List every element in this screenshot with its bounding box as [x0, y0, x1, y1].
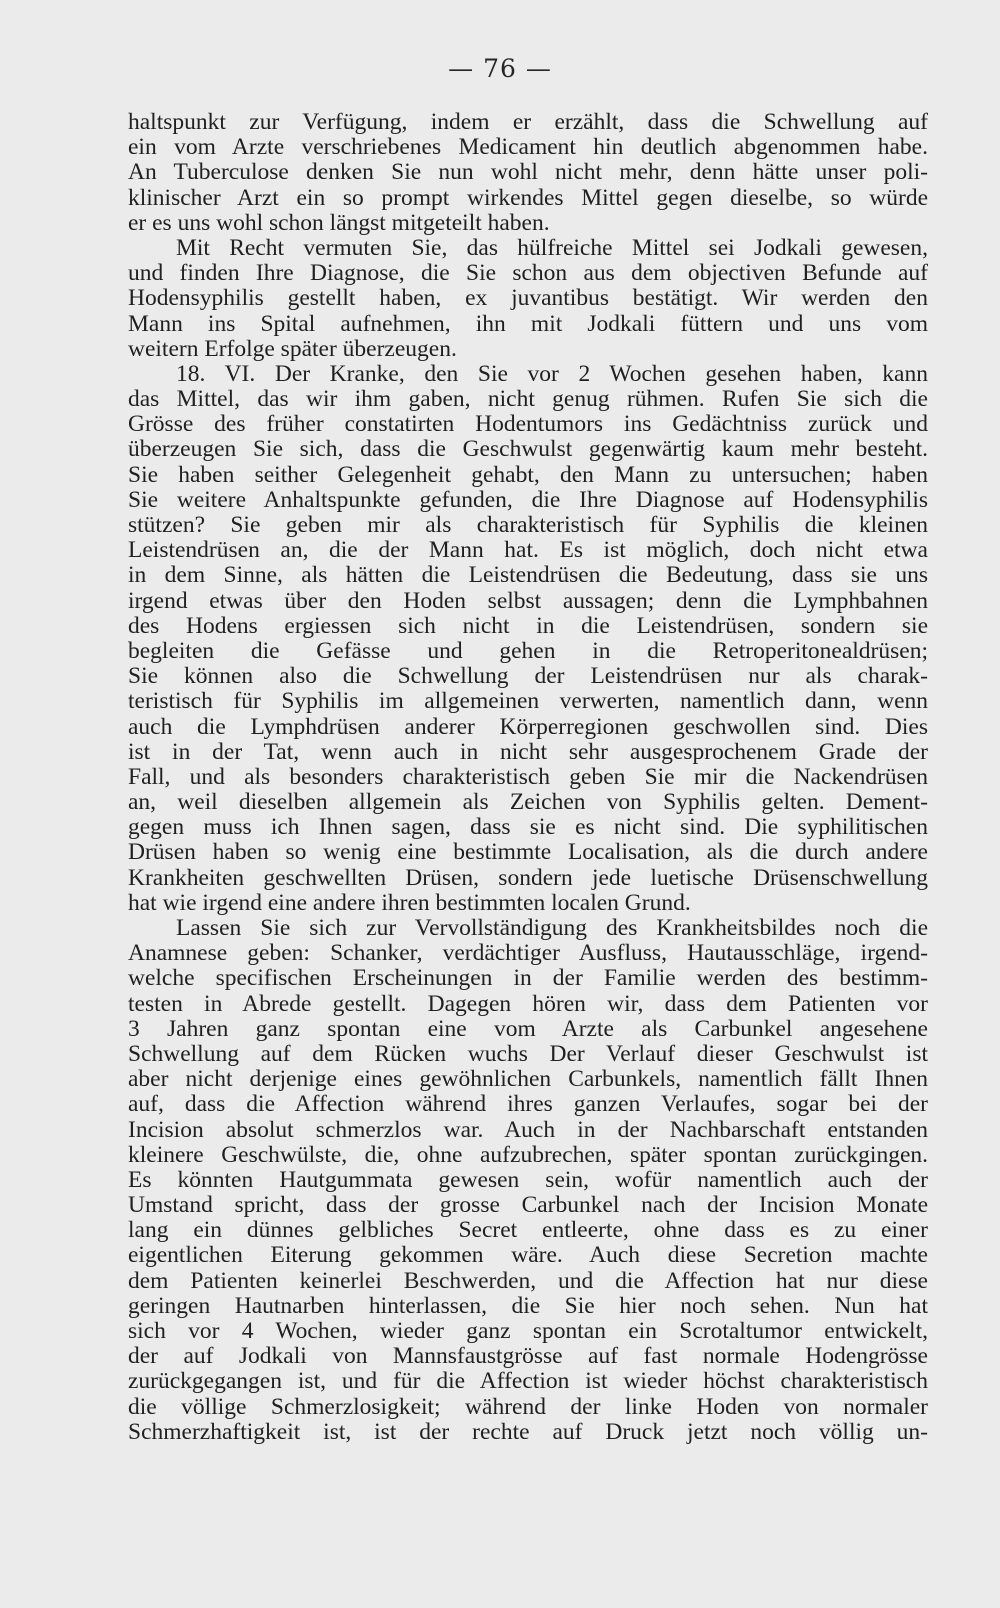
text-line: weitern Erfolge später überzeugen.: [128, 335, 457, 362]
text-line: testen in Abrede gestellt. Dagegen hören wir, dass dem Patienten vor: [128, 990, 928, 1017]
text-line: Leistendrüsen an, die der Mann hat. Es ist möglich, doch nicht etwa: [128, 537, 928, 564]
text-line: hat wie irgend eine andere ihren bestimmten localen Grund.: [128, 889, 691, 916]
text-line: Schmerzhaftigkeit ist, ist der rechte auf Druck jetzt noch völlig un-: [128, 1418, 928, 1445]
text-line: welche specifischen Erscheinungen in der Familie werden des bestimm-: [128, 965, 928, 992]
text-line: Sie können also die Schwellung der Leistendrüsen nur als charak-: [128, 663, 928, 690]
text-line: irgend etwas über den Hoden selbst aussagen; denn die Lymphbahnen: [128, 587, 928, 614]
text-line: Drüsen haben so wenig eine bestimmte Localisation, als die durch andere: [128, 839, 928, 866]
text-line: An Tuberculose denken Sie nun wohl nicht mehr, denn hätte unser poli-: [128, 159, 928, 186]
text-line: 18. VI. Der Kranke, den Sie vor 2 Wochen gesehen haben, kann: [176, 360, 928, 387]
text-line: klinischer Arzt ein so prompt wirkendes Mittel gegen dieselbe, so würde: [128, 184, 928, 211]
text-line: Mann ins Spital aufnehmen, ihn mit Jodkali füttern und uns vom: [128, 310, 928, 337]
text-line: Sie weitere Anhaltspunkte gefunden, die Ihre Diagnose auf Hodensyphilis: [128, 486, 928, 513]
text-line: in dem Sinne, als hätten die Leistendrüsen die Bedeutung, dass sie uns: [128, 562, 928, 589]
text-line: stützen? Sie geben mir als charakteristisch für Syphilis die kleinen: [128, 512, 928, 538]
text-line: an, weil dieselben allgemein als Zeichen von Syphilis gelten. Dement-: [128, 789, 928, 816]
text-line: sich vor 4 Wochen, wieder ganz spontan ein Scrotaltumor entwickelt,: [128, 1318, 928, 1344]
text-line: Mit Recht vermuten Sie, das hülfreiche Mittel sei Jodkali gewesen,: [176, 234, 928, 261]
text-line: das Mittel, das wir ihm gaben, nicht genug rühmen. Rufen Sie sich die: [128, 386, 928, 413]
text-line: geringen Hautnarben hinterlassen, die Sie hier noch sehen. Nun hat: [128, 1292, 928, 1319]
text-line: auch die Lymphdrüsen anderer Körperregionen geschwollen sind. Dies: [128, 713, 928, 740]
page-number: — 76 —: [448, 54, 552, 83]
text-line: und finden Ihre Diagnose, die Sie schon aus dem objectiven Befunde auf: [128, 260, 928, 287]
text-line: Fall, und als besonders charakteristisch geben Sie mir die Nackendrüsen: [128, 763, 928, 790]
text-line: des Hodens ergiessen sich nicht in die Leistendrüsen, sondern sie: [128, 612, 928, 639]
text-line: lang ein dünnes gelbliches Secret entleerte, ohne dass es zu einer: [128, 1217, 928, 1244]
text-line: Lassen Sie sich zur Vervollständigung des Krankheitsbildes noch die: [176, 915, 928, 941]
text-line: teristisch für Syphilis im allgemeinen verwerten, namentlich dann, wenn: [128, 688, 928, 715]
text-line: Es könnten Hautgummata gewesen sein, wofür namentlich auch der: [128, 1166, 928, 1193]
text-line: zurückgegangen ist, und für die Affection ist wieder höchst charakteristisch: [128, 1368, 928, 1395]
text-line: Anamnese geben: Schanker, verdächtiger Ausfluss, Hautausschläge, irgend-: [128, 940, 928, 967]
text-line: ist in der Tat, wenn auch in nicht sehr ausgesprochenem Grade der: [128, 738, 928, 765]
text-line: Grösse des früher constatirten Hodentumors ins Gedächtniss zurück und: [128, 411, 928, 438]
text-line: ein vom Arzte verschriebenes Medicament hin deutlich abgenommen habe.: [128, 134, 928, 161]
text-line: Hodensyphilis gestellt haben, ex juvantibus bestätigt. Wir werden den: [128, 285, 928, 312]
text-line: haltspunkt zur Verfügung, indem er erzählt, dass die Schwellung auf: [128, 109, 928, 135]
text-line: Sie haben seither Gelegenheit gehabt, den Mann zu untersuchen; haben: [128, 461, 928, 488]
text-line: überzeugen Sie sich, dass die Geschwulst gegenwärtig kaum mehr besteht.: [128, 436, 928, 463]
body-text: [128, 110, 928, 1445]
text-line: 3 Jahren ganz spontan eine vom Arzte als Carbunkel angesehene: [128, 1015, 928, 1042]
text-line: auf, dass die Affection während ihres ganzen Verlaufes, sogar bei der: [128, 1091, 928, 1118]
text-line: Krankheiten geschwellten Drüsen, sondern jede luetische Drüsenschwellung: [128, 864, 928, 891]
text-line: kleinere Geschwülste, die, ohne aufzubrechen, später spontan zurückgingen.: [128, 1141, 928, 1168]
text-line: Umstand spricht, dass der grosse Carbunkel nach der Incision Monate: [128, 1192, 928, 1219]
text-line: Schwellung auf dem Rücken wuchs Der Verlauf dieser Geschwulst ist: [128, 1040, 928, 1067]
text-line: die völlige Schmerzlosigkeit; während der linke Hoden von normaler: [128, 1393, 928, 1420]
text-line: der auf Jodkali von Mannsfaustgrösse auf fast normale Hodengrösse: [128, 1343, 928, 1370]
text-line: aber nicht derjenige eines gewöhnlichen Carbunkels, namentlich fällt Ihnen: [128, 1066, 928, 1093]
text-line: Incision absolut schmerzlos war. Auch in der Nachbarschaft entstanden: [128, 1116, 928, 1143]
text-line: dem Patienten keinerlei Beschwerden, und die Affection hat nur diese: [128, 1267, 928, 1294]
text-line: eigentlichen Eiterung gekommen wäre. Auch diese Secretion machte: [128, 1242, 928, 1269]
text-line: er es uns wohl schon längst mitgeteilt haben.: [128, 209, 550, 236]
text-line: begleiten die Gefässe und gehen in die Retroperitonealdrüsen;: [128, 637, 928, 664]
text-line: gegen muss ich Ihnen sagen, dass sie es nicht sind. Die syphilitischen: [128, 814, 928, 841]
